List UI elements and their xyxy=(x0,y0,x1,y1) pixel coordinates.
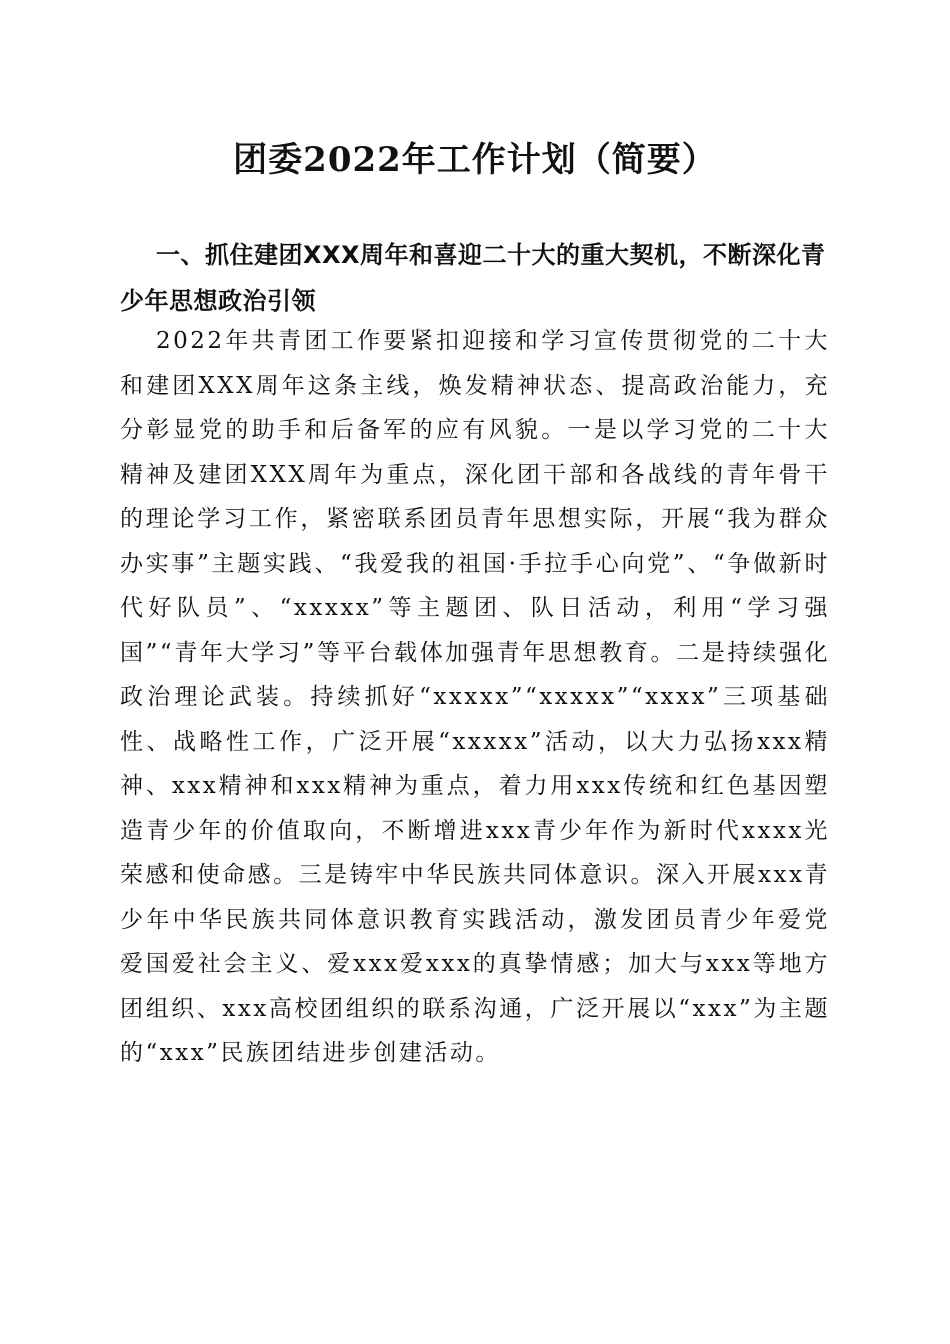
section-heading: 一、抓住建团XXX周年和喜迎二十大的重大契机，不断深化青少年思想政治引领 xyxy=(120,241,826,315)
body-paragraph: 2022年共青团工作要紧扣迎接和学习宣传贯彻党的二十大和建团XXX周年这条主线，焕发精神状态、提高政治能力，充分彰显党的助手和后备军的应有风貌。一是以学习党的二十大精神及建团XXX周年为重点，深化团干部和各战线的青年骨干的理论学习工作，紧密联系团员青年思想实际，开展“我为群众办实事”主题实践、“我爱我的祖国·手拉手心向党”、“争做新时代好队员”、“xxxxx”等主题团、队日活动，利用“学习强国”“青年大学习”等平台载体加强青年思想教育。二是持续强化政治理论武装。持续抓好“xxxxx”“xxxxx”“xxxx”三项基础性、战略性工作，广泛开展“xxxxx”活动，以大力弘扬xxx精神、xxx精神和xxx精神为重点，着力用xxx传统和红色基因塑造青少年的价值取向，不断增进xxx青少年作为新时代xxxx光荣感和使命感。三是铸牢中华民族共同体意识。深入开展xxx青少年中华民族共同体意识教育实践活动，激发团员青少年爱党爱国爱社会主义、爱xxx爱xxx的真挚情感；加大与xxx等地方团组织、xxx高校团组织的联系沟通，广泛开展以“xxx”为主题的“xxx”民族团结进步创建活动。 xyxy=(120,328,830,1066)
document-title: 团委2022年工作计划（简要） xyxy=(233,140,717,180)
